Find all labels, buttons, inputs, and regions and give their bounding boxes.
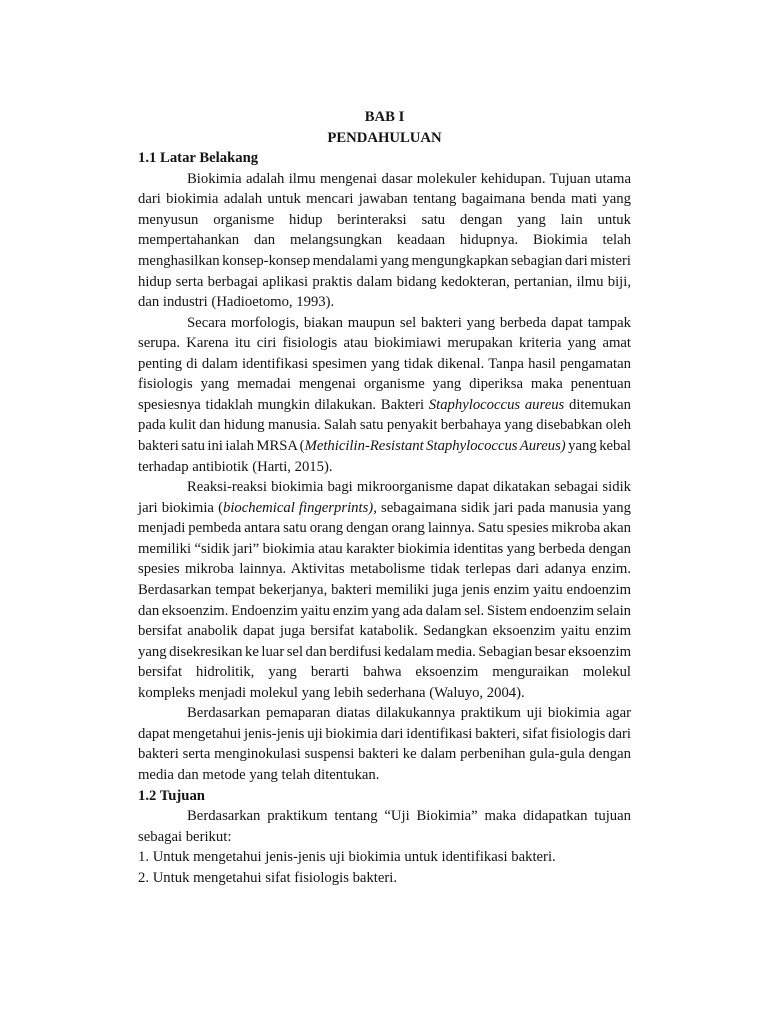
text-run: terhadap antibiotik (Harti, 2015). (138, 458, 333, 475)
italic-text: Methicilin-Resistant Staphylococcus Aureus) (304, 438, 566, 454)
text-run: bakteri serta menginokulasi suspensi bakteri ke dalam perbenihan gula-gula dengan (138, 746, 631, 763)
text-line (138, 169, 631, 190)
text-line (138, 724, 631, 745)
text-run: menjadi pembeda antara satu orang dengan orang lainnya. Satu spesies mikroba akan (138, 520, 631, 537)
text-line (138, 189, 631, 210)
text-line (138, 313, 631, 334)
text-run: penting di dalam identifikasi spesimen yang tidak dikenal. Tanpa hasil pengamatan (138, 355, 631, 372)
paragraph (138, 806, 631, 847)
text-run: yang disekresikan ke luar sel dan berdifusi kedalam media. Sebagian besar eksoenzim (138, 643, 631, 660)
text-line (138, 827, 631, 848)
text-run: Berdasarkan tempat bekerjanya, bakteri memiliki juga jenis enzim yaitu endoenzim (138, 581, 631, 598)
text-run: fisiologis yang memadai mengenai organisme yang diperiksa maka penentuan (138, 376, 631, 393)
text-line (138, 621, 631, 642)
text-line (138, 272, 631, 293)
text-line (138, 601, 631, 622)
text-line (138, 374, 631, 395)
text-line (138, 395, 631, 416)
paragraph (138, 477, 631, 703)
text-run: Berdasarkan praktikum tentang “Uji Biokimia” maka didapatkan tujuan (187, 808, 631, 825)
text-run: bakteri satu ini ialah MRSA ( (138, 438, 305, 454)
text-run: menyusun organisme hidup berinteraksi satu dengan yang lain untuk (138, 211, 631, 228)
document-content (138, 107, 631, 888)
text-run: spesies mikroba lainnya. Aktivitas metabolisme tidak terlepas dari adanya enzim. (138, 561, 631, 578)
text-line (138, 559, 631, 580)
text-line (138, 354, 631, 375)
text-line (138, 333, 631, 354)
text-run: serupa. Karena itu ciri fisiologis atau biokimiawi merupakan kriteria yang amat (138, 335, 631, 352)
text-line (138, 251, 631, 272)
text-line (138, 662, 631, 683)
text-line (138, 642, 631, 663)
text-line (138, 683, 631, 704)
text-run: dapat mengetahui jenis-jenis uji biokimia dari identifikasi bakteri, sifat fisiologis dari (138, 725, 631, 742)
document-body (138, 148, 631, 888)
text-line (138, 580, 631, 601)
italic-text: Staphylococcus aureus (428, 396, 565, 413)
list-item: 2. Untuk mengetahui sifat fisiologis bakteri. (138, 869, 398, 886)
text-run: bersifat anabolik dapat juga bersifat katabolik. Sedangkan eksoenzim yaitu enzim (138, 623, 631, 640)
text-line (138, 518, 631, 539)
paragraph (138, 169, 631, 313)
text-line (138, 477, 631, 498)
text-run: jari biokimia ( (138, 499, 223, 516)
text-line (138, 415, 631, 436)
list-item: 1. Untuk mengetahui jenis-jenis uji biokimia untuk identifikasi bakteri. (138, 849, 556, 866)
text-line (138, 498, 631, 519)
text-run: bersifat hidrolitik, yang berarti bahwa eksoenzim menguraikan molekul (138, 664, 631, 681)
section-heading: 1.1 Latar Belakang (138, 150, 259, 167)
text-run: Secara morfologis, biakan maupun sel bakteri yang berbeda dapat tampak (187, 314, 631, 331)
text-line (138, 230, 631, 251)
text-run: sebagai berikut: (138, 828, 232, 845)
text-run: ditemukan (564, 396, 631, 413)
paragraph (138, 313, 631, 478)
text-line (138, 436, 631, 457)
text-line (138, 806, 631, 827)
text-run: spesiesnya tidaklah mungkin dilakukan. Bakteri (138, 396, 429, 413)
chapter-title: PENDAHULUAN (327, 129, 442, 146)
italic-text: biochemical fingerprints), (223, 499, 377, 516)
text-run: media dan metode yang telah ditentukan. (138, 767, 380, 783)
text-run: pada kulit dan hidung manusia. Salah satu penyakit berbahaya yang disebabkan oleh (138, 417, 631, 434)
text-run: dan industri (Hadioetomo, 1993). (138, 294, 335, 311)
text-run: memiliki “sidik jari” biokimia atau karakter biokimia identitas yang berbeda dengan (138, 540, 631, 557)
text-run: Berdasarkan pemaparan diatas dilakukannya praktikum uji biokimia agar (187, 705, 631, 722)
text-run: hidup serta berbagai aplikasi praktis dalam bidang kedokteran, pertanian, ilmu biji, (138, 273, 631, 290)
text-run: sebagaimana sidik jari pada manusia yang (376, 499, 631, 516)
text-run: menghasilkan konsep-konsep mendalami yang mengungkapkan sebagian dari misteri (138, 252, 631, 269)
text-run: Biokimia adalah ilmu mengenai dasar molekuler kehidupan. Tujuan utama (187, 170, 631, 187)
text-line (138, 210, 631, 231)
text-line (138, 765, 631, 786)
text-run: mempertahankan dan melangsungkan keadaan hidupnya. Biokimia telah (138, 232, 631, 249)
text-run: dan eksoenzim. Endoenzim yaitu enzim yang ada dalam sel. Sistem endoenzim selain (138, 602, 631, 619)
text-line (138, 457, 631, 478)
text-run: dari biokimia adalah untuk mencari jawaban tentang bagaimana benda mati yang (138, 191, 631, 208)
text-run: kompleks menjadi molekul yang lebih sederhana (Waluyo, 2004). (138, 684, 525, 701)
text-line (138, 292, 631, 313)
section-heading: 1.2 Tujuan (138, 787, 205, 804)
text-line (138, 744, 631, 765)
text-run: Reaksi-reaksi biokimia bagi mikroorganisme dapat dikatakan sebagai sidik (187, 479, 631, 496)
text-line (138, 539, 631, 560)
text-line (138, 703, 631, 724)
text-run: yang kebal (565, 438, 631, 454)
chapter-label: BAB I (364, 109, 405, 125)
paragraph (138, 703, 631, 785)
